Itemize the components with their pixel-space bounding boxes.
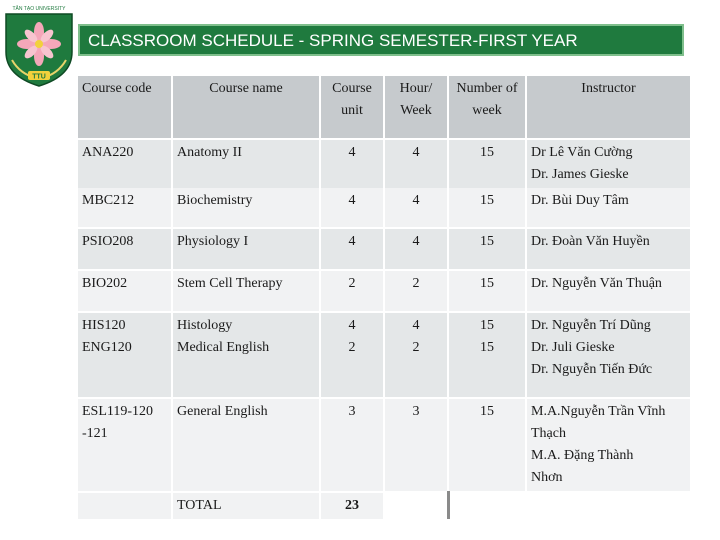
total-empty-cell [448, 492, 526, 519]
cell-name: Physiology I [172, 228, 320, 270]
total-blank-cell [78, 492, 172, 519]
header-course-code: Course code [78, 76, 172, 139]
cell-instructor: M.A.Nguyễn Trần Vĩnh Thạch M.A. Đặng Thành Nhơn [526, 398, 690, 492]
cell-code: MBC212 [78, 188, 172, 228]
table-row [78, 270, 690, 312]
table-row [78, 398, 690, 492]
title-banner [78, 24, 684, 56]
cell-unit: 2 [320, 270, 384, 312]
cell-code: ESL119-120 -121 [78, 398, 172, 492]
cell-code: HIS120 ENG120 [78, 312, 172, 398]
schedule-table-container [78, 76, 690, 513]
header-hour-week: Hour/ Week [384, 76, 448, 139]
cell-weeks: 15 [448, 139, 526, 188]
cell-unit: 4 [320, 228, 384, 270]
cell-unit: 4 [320, 188, 384, 228]
logo-bottom-text: TTU [32, 73, 46, 81]
cell-hour: 4 2 [384, 312, 448, 398]
cell-name: Biochemistry [172, 188, 320, 228]
cell-unit: 4 [320, 139, 384, 188]
cell-code: BIO202 [78, 270, 172, 312]
table-header-row [78, 76, 690, 139]
cell-name: Stem Cell Therapy [172, 270, 320, 312]
header-course-name: Course name [172, 76, 320, 139]
cell-hour: 3 [384, 398, 448, 492]
schedule-table [78, 76, 690, 519]
cell-weeks: 15 [448, 398, 526, 492]
page-title: CLASSROOM SCHEDULE - SPRING SEMESTER-FIRST YEAR [88, 31, 578, 50]
header-instructor: Instructor [526, 76, 690, 139]
table-row [78, 188, 690, 228]
cell-name: Histology Medical English [172, 312, 320, 398]
cell-instructor: Dr. Nguyễn Trí Dũng Dr. Juli Gieske Dr. Nguyễn Tiến Đức [526, 312, 690, 398]
cell-name: Anatomy II [172, 139, 320, 188]
total-empty-cell [526, 492, 690, 519]
cell-instructor: Dr. Bùi Duy Tâm [526, 188, 690, 228]
cell-weeks: 15 15 [448, 312, 526, 398]
total-empty-cell [384, 492, 448, 519]
cell-hour: 4 [384, 228, 448, 270]
table-row [78, 139, 690, 188]
cell-unit: 3 [320, 398, 384, 492]
cell-name: General English [172, 398, 320, 492]
cell-instructor: Dr. Đoàn Văn Huyền [526, 228, 690, 270]
cell-code: PSIO208 [78, 228, 172, 270]
cell-instructor: Dr Lê Văn Cường Dr. James Gieske [526, 139, 690, 188]
cell-code: ANA220 [78, 139, 172, 188]
table-row [78, 228, 690, 270]
cell-hour: 4 [384, 188, 448, 228]
total-label: TOTAL [172, 492, 320, 519]
cell-weeks: 15 [448, 188, 526, 228]
header-number-of-week: Number of week [448, 76, 526, 139]
cell-hour: 2 [384, 270, 448, 312]
logo-top-text: TÂN TẠO UNIVERSITY [12, 6, 66, 12]
header-course-unit: Course unit [320, 76, 384, 139]
cell-weeks: 15 [448, 270, 526, 312]
cell-instructor: Dr. Nguyễn Văn Thuận [526, 270, 690, 312]
university-logo [0, 0, 78, 88]
total-value: 23 [320, 492, 384, 519]
cell-unit: 4 2 [320, 312, 384, 398]
cell-weeks: 15 [448, 228, 526, 270]
total-row [78, 492, 690, 519]
table-row [78, 312, 690, 398]
cell-hour: 4 [384, 139, 448, 188]
